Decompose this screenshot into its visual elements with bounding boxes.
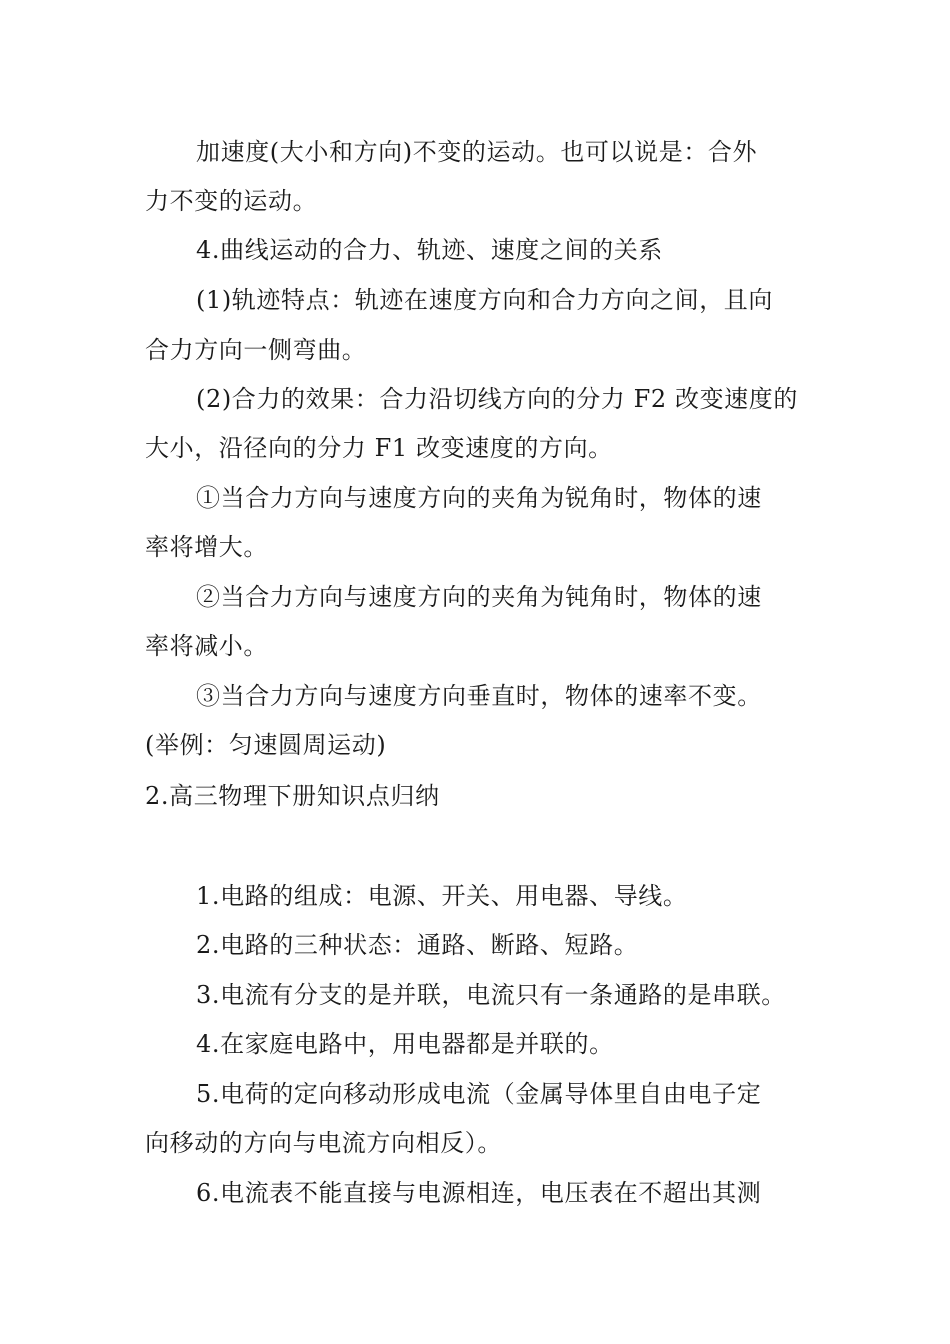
section-heading: 2.高三物理下册知识点归纳 — [145, 782, 440, 810]
body-line: ②当合力方向与速度方向的夹角为钝角时，物体的速 — [196, 583, 762, 611]
body-line: 率将增大。 — [145, 533, 268, 561]
body-line: (2)合力的效果：合力沿切线方向的分力 F2 改变速度的 — [196, 385, 798, 413]
list-item: 5.电荷的定向移动形成电流（金属导体里自由电子定 — [196, 1080, 762, 1108]
body-line: 力不变的运动。 — [145, 187, 318, 215]
body-line: ①当合力方向与速度方向的夹角为锐角时，物体的速 — [196, 484, 762, 512]
body-line: 率将减小。 — [145, 632, 268, 660]
list-item: 2.电路的三种状态：通路、断路、短路。 — [196, 931, 639, 959]
body-line: (1)轨迹特点：轨迹在速度方向和合力方向之间，且向 — [196, 286, 773, 314]
body-line: 合力方向一侧弯曲。 — [145, 336, 367, 364]
body-line: (举例：匀速圆周运动) — [145, 731, 387, 759]
list-item: 6.电流表不能直接与电源相连，电压表在不超出其测 — [196, 1179, 762, 1207]
body-line: 加速度(大小和方向)不变的运动。也可以说是：合外 — [196, 138, 758, 166]
body-line: 向移动的方向与电流方向相反）。 — [145, 1129, 502, 1157]
list-item: 1.电路的组成：电源、开关、用电器、导线。 — [196, 882, 688, 910]
list-item-heading: 4.曲线运动的合力、轨迹、速度之间的关系 — [196, 236, 663, 264]
list-item: 4.在家庭电路中，用电器都是并联的。 — [196, 1030, 614, 1058]
list-item: 3.电流有分支的是并联，电流只有一条通路的是串联。 — [196, 981, 786, 1009]
body-line: 大小，沿径向的分力 F1 改变速度的方向。 — [145, 434, 613, 462]
body-line: ③当合力方向与速度方向垂直时，物体的速率不变。 — [196, 682, 762, 710]
